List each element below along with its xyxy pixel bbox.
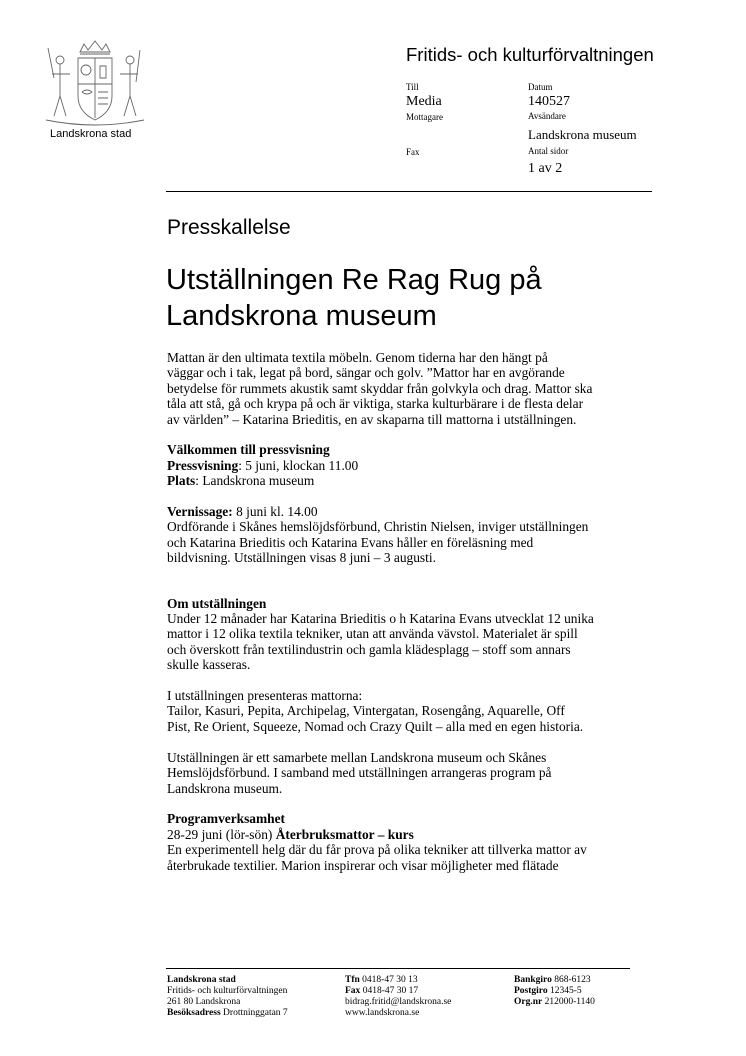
- datum-value: 140527: [528, 94, 570, 109]
- vernissage-line: Ordförande i Skånes hemslöjdsförbund, Christin Nielsen, inviger utställningen: [167, 519, 589, 535]
- footer-orgnr-label: Org.nr: [514, 997, 543, 1007]
- footer-dept: Fritids- och kulturförvaltningen: [167, 986, 288, 996]
- mattor-line: Tailor, Kasuri, Pepita, Archipelag, Vintergatan, Rosengång, Aquarelle, Off: [167, 703, 565, 719]
- page-title: [166, 262, 646, 334]
- om-line: Under 12 månader har Katarina Brieditis o h Katarina Evans utvecklat 12 unika: [167, 611, 594, 627]
- intro-line: tåla att stå, gå och krypa på och är viktiga, starka kulturbärare i de flesta delar: [167, 396, 584, 412]
- footer-email-link[interactable]: bidrag.fritid@landskrona.se: [345, 997, 452, 1007]
- antal-sidor-value: 1 av 2: [528, 161, 563, 176]
- footer-postgiro-value: 12345-5: [547, 986, 582, 996]
- footer-column-organization: [167, 975, 288, 1019]
- mattor-line: Pist, Re Orient, Squeeze, Nomad och Crazy Quilt – alla med en egen historia.: [167, 718, 584, 734]
- footer-postal: 261 80 Landskrona: [167, 997, 241, 1007]
- program-title: Återbruksmattor – kurs: [275, 826, 414, 842]
- vernissage-line: bildvisning. Utställningen visas 8 juni – 3 augusti.: [167, 550, 436, 566]
- om-heading: Om utställningen: [167, 595, 267, 611]
- plats-value: : Landskrona museum: [195, 473, 315, 489]
- footer-column-contact: [345, 975, 451, 1019]
- samarbete-line: Landskrona museum.: [167, 780, 283, 796]
- header-divider: [166, 191, 652, 192]
- footer-web-link[interactable]: www.landskrona.se: [345, 1008, 420, 1018]
- om-line: mattor i 12 olika textila tekniker, utan att använda vävstol. Materialet är spill: [167, 626, 578, 642]
- intro-line: av världen” – Katarina Brieditis, en av skaparna till mattorna i utställningen.: [167, 411, 577, 427]
- press-value: : 5 juni, klockan 11.00: [238, 457, 359, 473]
- footer-fax-label: Fax: [345, 986, 361, 996]
- fax-label: Fax: [406, 147, 420, 157]
- press-heading: Välkommen till pressvisning: [167, 442, 330, 458]
- footer-postgiro-label: Postgiro: [514, 986, 548, 996]
- till-value: Media: [406, 94, 442, 109]
- antal-sidor-label: Antal sidor: [528, 146, 569, 156]
- mottagare-label: Mottagare: [406, 112, 443, 122]
- vernissage-value: 8 juni kl. 14.00: [232, 504, 318, 520]
- intro-line: betydelse för rummets akustik samt skyddar från golvkyla och drag. Mattor ska: [167, 380, 593, 396]
- plats-label: Plats: [167, 473, 196, 489]
- footer-visit-value: Drottninggatan 7: [220, 1008, 288, 1018]
- footer-tfn-value: 0418-47 30 13: [359, 975, 418, 985]
- title-line-2: Landskrona museum: [166, 300, 437, 332]
- footer-bankgiro-label: Bankgiro: [514, 975, 552, 985]
- footer-bankgiro-value: 868-6123: [551, 975, 591, 985]
- footer-org: Landskrona stad: [167, 975, 236, 985]
- press-label: Pressvisning: [167, 457, 239, 473]
- body-text: [167, 350, 657, 873]
- intro-line: Mattan är den ultimata textila möbeln. Genom tiderna har den hängt på: [167, 350, 548, 365]
- footer-visit-label: Besöksadress: [167, 1008, 221, 1018]
- program-line: En experimentell helg där du får prova på olika tekniker att tillverka mattor av: [167, 842, 587, 858]
- footer-column-finance: [514, 975, 595, 1008]
- program-date: 28-29 juni (lör-sön): [167, 826, 276, 842]
- datum-label: Datum: [528, 82, 553, 92]
- avsandare-label: Avsändare: [528, 111, 566, 121]
- footer-orgnr-value: 212000-1140: [542, 997, 595, 1007]
- avsandare-value: Landskrona museum: [528, 127, 637, 142]
- mattor-line: I utställningen presenteras mattorna:: [167, 688, 363, 704]
- samarbete-line: Utställningen är ett samarbete mellan Landskrona museum och Skånes: [167, 749, 547, 765]
- footer-divider: [166, 968, 630, 969]
- footer-fax-value: 0418-47 30 17: [360, 986, 419, 996]
- coat-of-arms-logo: [40, 38, 150, 158]
- title-line-1: Utställningen Re Rag Rug på: [166, 264, 542, 296]
- intro-line: väggar och i tak, legat på bord, sängar och golv. ”Mattor har en avgörande: [167, 365, 565, 381]
- program-heading: Programverksamhet: [167, 811, 286, 827]
- samarbete-line: Hemslöjdsförbund. I samband med utställningen arrangeras program på: [167, 765, 552, 781]
- vernissage-line: och Katarina Brieditis och Katarina Evans håller en föreläsning med: [167, 534, 534, 550]
- department-title: Fritids- och kulturförvaltningen: [406, 44, 654, 65]
- om-line: och överskott från textilindustrin och gamla klädesplagg – stoff som annars: [167, 641, 571, 657]
- footer-tfn-label: Tfn: [345, 975, 360, 985]
- program-line: återbrukade textilier. Marion inspirerar och visar möjligheter med flätade: [167, 857, 559, 873]
- document-type: Presskallelse: [167, 216, 291, 239]
- till-label: Till: [406, 82, 419, 92]
- om-line: skulle kasseras.: [167, 657, 251, 673]
- vernissage-label: Vernissage:: [167, 504, 233, 520]
- logo-text: Landskrona stad: [50, 128, 132, 140]
